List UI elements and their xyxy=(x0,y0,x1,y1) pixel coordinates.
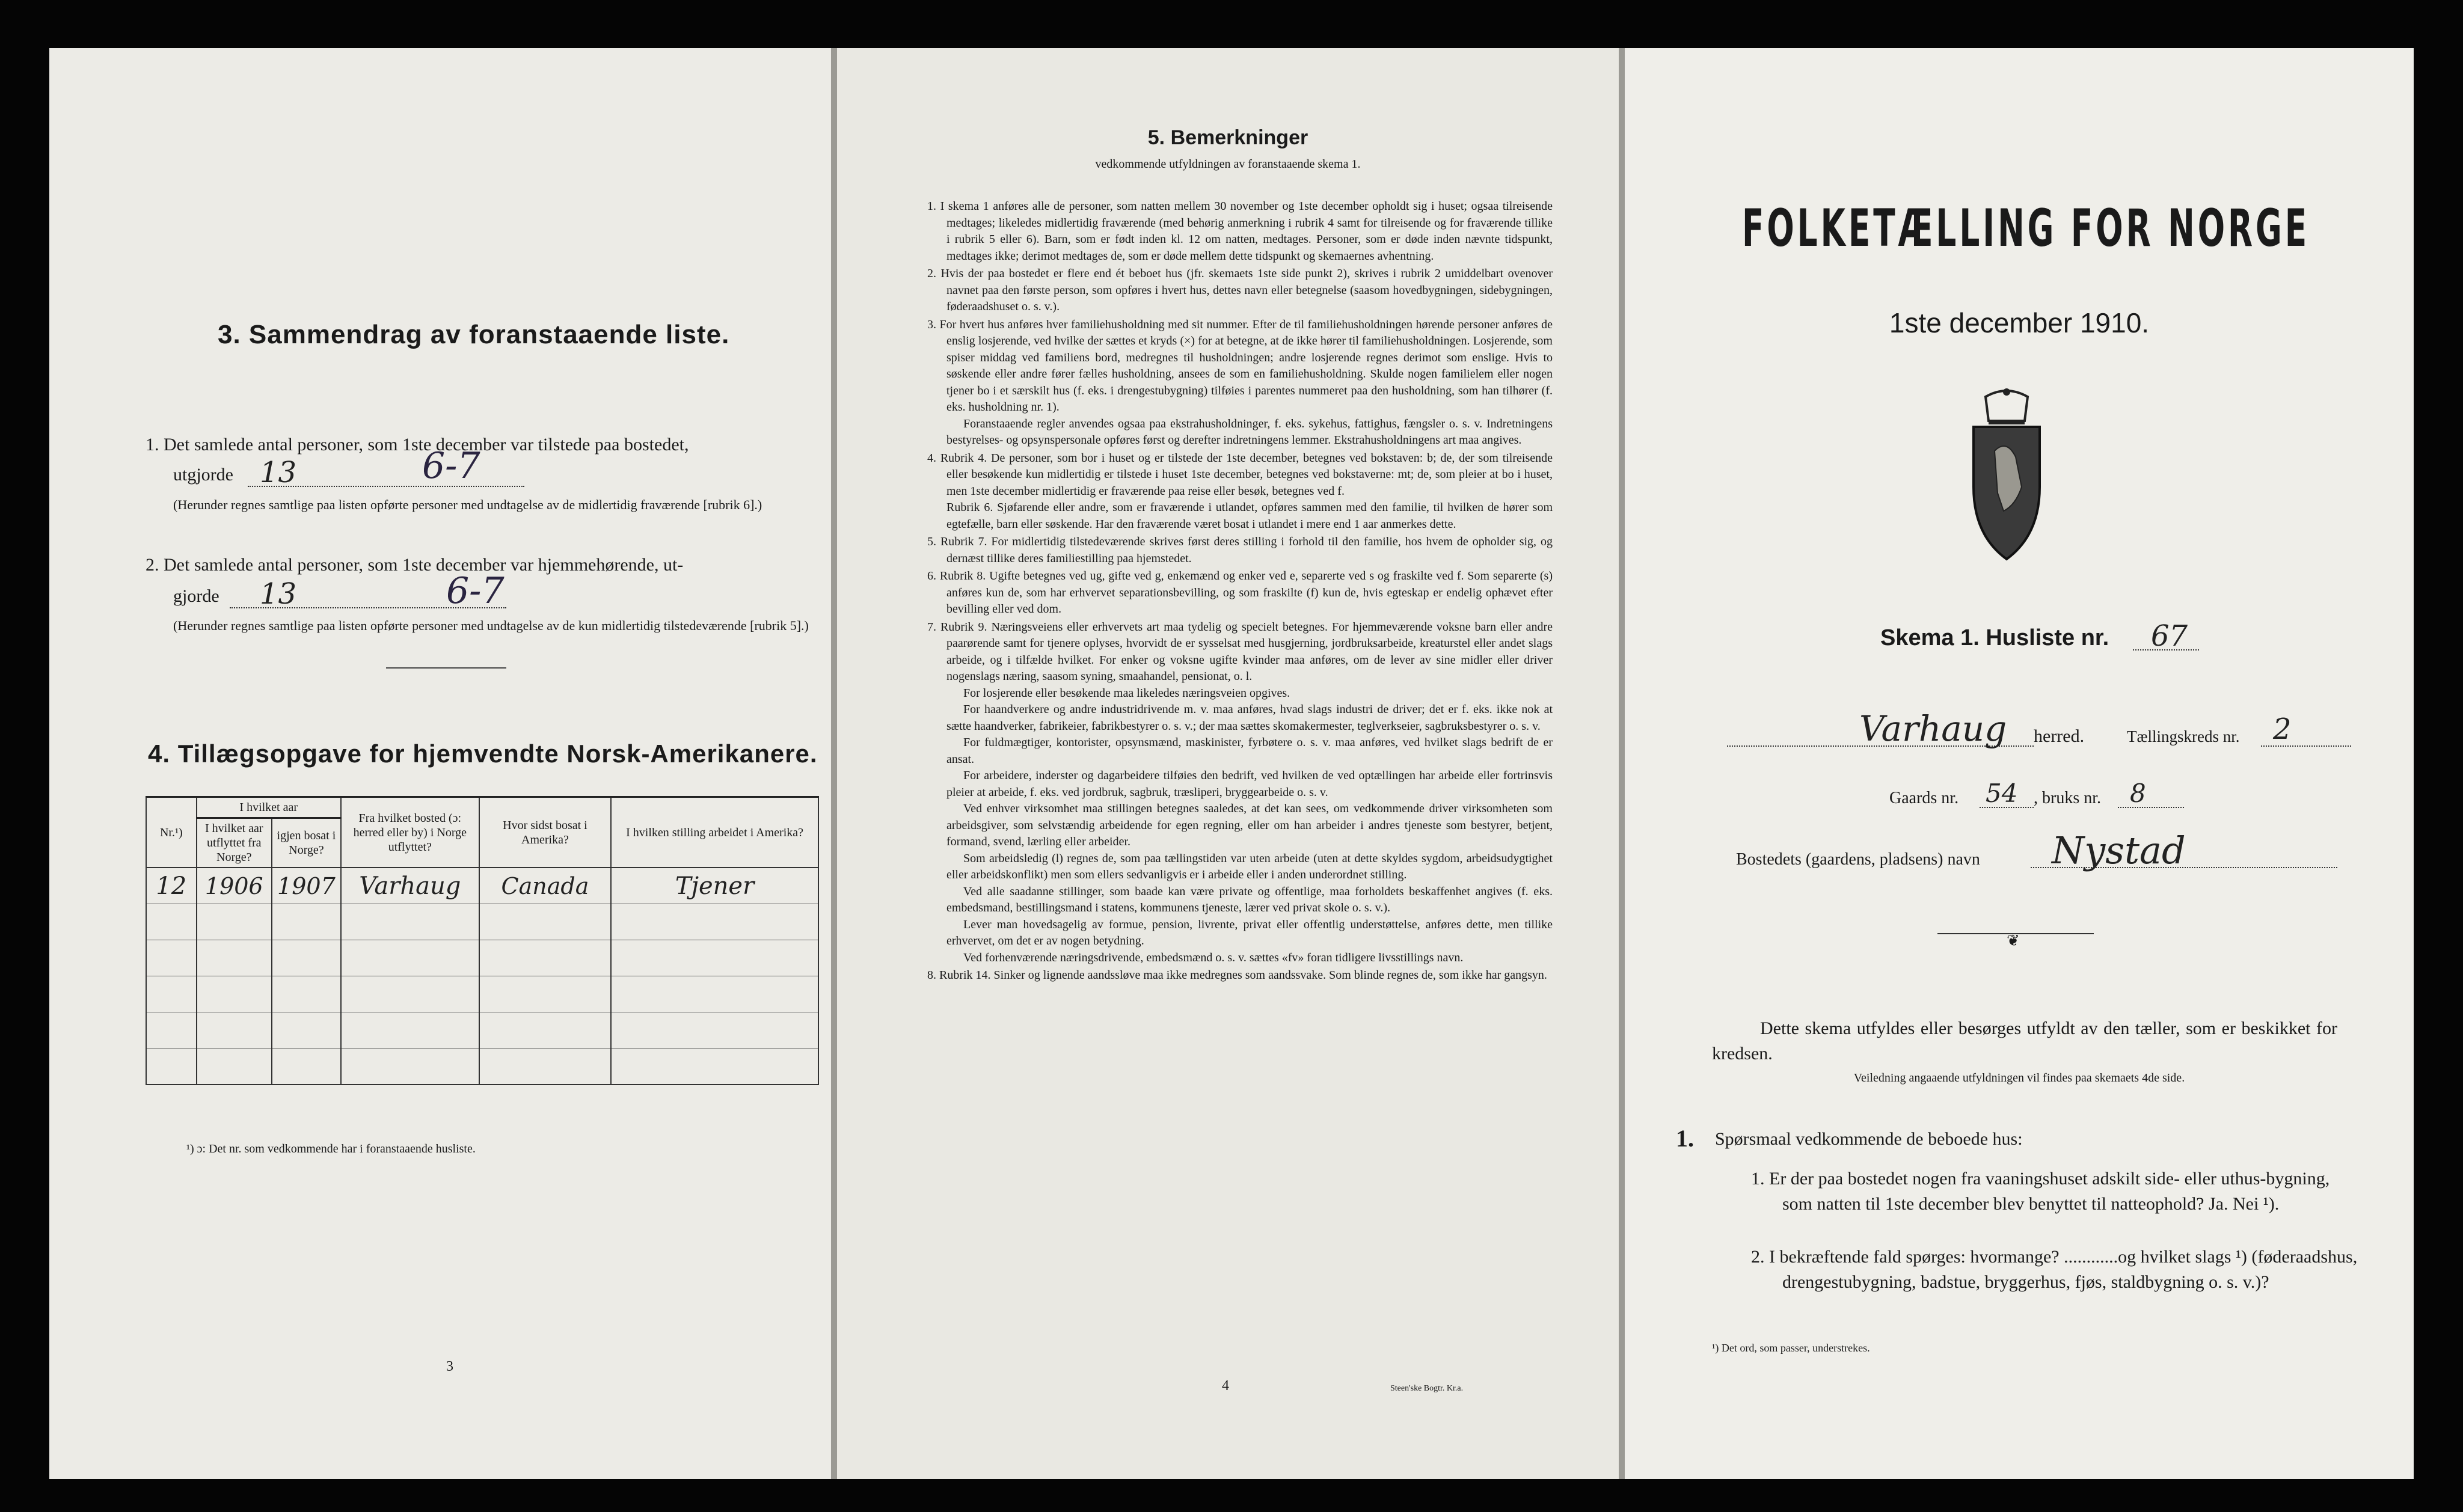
table-row xyxy=(146,1048,818,1085)
remark-7b: For losjerende eller besøkende maa likeledes næringsveien opgives. xyxy=(963,686,1290,700)
col-header-nr: Nr.¹) xyxy=(146,797,197,868)
remark-4: 4. Rubrik 4. De personer, som bor i huset og er tilstede der 1ste december, betegnes ved bokstaven: b; de, der som tilreisende eller besøkende kun midlertidig er tilstede i huset 1ste december, betegnes ved bokstaverne: mt; de, som pleier at bo i huset, men 1ste december midlertidig er fraværende paa reise eller besøk, betegnes ved f. xyxy=(927,451,1553,498)
husliste-nr: 67 xyxy=(2151,619,2188,653)
gaards-value: 54 xyxy=(1986,779,2018,808)
bruks-value: 8 xyxy=(2130,779,2146,808)
fold-divider xyxy=(1619,48,1625,1479)
remark-8: 8. Rubrik 14. Sinker og lignende aandssløve maa ikke medregnes som aandssvake. Som blinde regnes de, som ikke har gangsyn. xyxy=(927,969,1547,982)
bosted-label: Bostedets (gaardens, pladsens) navn xyxy=(1736,850,1980,869)
col-header-amerika: Hvor sidst bosat i Amerika? xyxy=(479,797,611,868)
col-group-header: I hvilket aar xyxy=(197,797,341,818)
table-row xyxy=(146,868,818,904)
question-1: 1. Er der paa bostedet nogen fra vaaningshuset adskilt side- eller uthus-bygning, som natten til 1ste december blev benyttet til natteophold? Ja. Nei ¹). xyxy=(1751,1169,2330,1214)
remarks-title: 5. Bemerkninger xyxy=(1147,126,1308,149)
cell-bosted: Varhaug xyxy=(341,868,479,904)
q1-text: 1. Det samlede antal personer, som 1ste december var tilstede paa bostedet, xyxy=(146,435,689,455)
remark-7f: Ved enhver virksomhet maa stillingen betegnes saaledes, at det kan sees, om vedkommende driver virksomheten som arbeidsgiver, som selvstændig arbeidende for egen regning, eller om han arbeider i andres tjeneste som bestyrer, betjent, formand, svend, lærling eller arbeider. xyxy=(946,802,1553,848)
skema-label: Skema 1. Husliste nr. xyxy=(1880,625,2109,650)
table-row xyxy=(146,976,818,1012)
q-heading: Spørsmaal vedkommende de beboede hus: xyxy=(1715,1129,2023,1149)
page-number-4: 4 xyxy=(1222,1378,1229,1394)
remark-7d: For fuldmægtiger, kontorister, opsynsmænd, maskinister, fyrbøtere o. s. v. maa anføres, ved hvilket slags bedrift de er ansat. xyxy=(946,736,1553,766)
cell-igjen: 1907 xyxy=(272,868,341,904)
norsk-amerikaner-table xyxy=(146,796,819,1085)
col-header-bosted: Fra hvilket bosted (ɔ: herred eller by) i Norge utflyttet? xyxy=(341,797,479,868)
page-number-3: 3 xyxy=(446,1359,453,1374)
kreds-label: Tællingskreds nr. xyxy=(2127,727,2240,745)
q1-value: 13 xyxy=(260,456,297,489)
ornament-icon: ❦ xyxy=(2007,932,2020,949)
q2-note: (Herunder regnes samtlige paa listen opførte personer med undtagelse av de kun midlertidig tilstedeværende [rubrik 5].) xyxy=(173,618,809,633)
cell-stilling: Tjener xyxy=(611,868,818,904)
kreds-value: 2 xyxy=(2273,712,2292,746)
cell-nr: 12 xyxy=(146,868,197,904)
q1-label: utgjorde xyxy=(173,465,233,485)
remark-3: 3. For hvert hus anføres hver familiehusholdning med sit nummer. Efter de til familiehusholdningen hørende personer anføres de enslig losjerende, ved hvilke der sættes et kryds (×) for at betegne, at de ikke hører til familiehusholdningen. Losjerende, som spiser middag ved familiens bord, medregnes til husholdningen; andre losjerende regnes derimot som enslige. Hvis to søskende eller andre fører fælles husholdning, ansees de som en familiehusholdning. Skulde nogen familielem eller nogen tjener bo i et særskilt hus (f. eks. i drengestubygning) tilføies i parentes nummeret paa den husholdning, som han tilhører (f. eks. husholdning nr. 1). xyxy=(927,317,1553,414)
page-1-cover xyxy=(1625,48,2414,1479)
cover-footnote: ¹) Det ord, som passer, understrekes. xyxy=(1712,1342,1870,1354)
q2-handwritten: 6-7 xyxy=(446,570,505,612)
herred-value: Varhaug xyxy=(1859,708,2007,749)
remark-7: 7. Rubrik 9. Næringsveiens eller erhvervets art maa tydelig og specielt betegnes. For hjemmeværende voksne barn eller andre paarørende samt for tjenere oplyses, hvorvidt de er sysselsat med husgjerning, jordbruksarbeide, kreaturstel eller andet slags arbeide, og i tilfælde hvilket. For enker og voksne ugifte kvinder maa anføres, om de lever av sine midler eller driver nogenslags næring, saasom syning, smaahandel, pensionat, o. l. xyxy=(927,620,1553,683)
q-heading-number: 1. xyxy=(1676,1125,1694,1152)
table-row xyxy=(146,904,818,940)
remark-7e: For arbeidere, inderster og dagarbeidere tilføies den bedrift, ved hvilken de ved optællingen har arbeide eller fortrinsvis pleier at arbeide, f. eks. ved jordbruk, sagbruk, træsliperi, bryggearbeide o. s. v. xyxy=(946,769,1553,799)
remark-7g: Som arbeidsledig (l) regnes de, som paa tællingstiden var uten arbeide (uten at dette skyldes sygdom, arbeidsudygtighet eller arbeidskonflikt) men som ellers sedvanligvis er i arbeide eller i anden underordnet stilling. xyxy=(946,851,1553,881)
remarks-subtitle: vedkommende utfyldningen av foranstaaende skema 1. xyxy=(1095,158,1361,171)
census-date: 1ste december 1910. xyxy=(1889,307,2150,338)
q2-text: 2. Det samlede antal personer, som 1ste december var hjemmehørende, ut- xyxy=(146,555,684,575)
section-3-title: 3. Sammendrag av foranstaaende liste. xyxy=(218,320,730,349)
intro-text: Dette skema utfyldes eller besørges utfyldt av den tæller, som er beskikket for kredsen. xyxy=(1712,1018,2337,1064)
q1-note: (Herunder regnes samtlige paa listen opførte personer med undtagelse av de midlertidig fraværende [rubrik 6].) xyxy=(173,497,762,512)
remarks-body xyxy=(927,198,1553,984)
divider xyxy=(386,667,506,669)
col-header-utflyttet: I hvilket aar utflyttet fra Norge? xyxy=(197,818,272,868)
remark-7i: Lever man hovedsagelig av formue, pension, livrente, privat eller offentlig understøttelse, anføres dette, men tillike erhvervet, om det er av nogen betydning. xyxy=(946,917,1553,947)
q2-label: gjorde xyxy=(173,586,219,606)
herred-label: herred. xyxy=(2034,726,2085,746)
remark-7c: For haandverkere og andre industridrivende m. v. maa anføres, hvad slags industri de driver; det er f. eks. ikke nok at sætte haandverker, fabrikeier, fabrikbestyrer o. s. v.; der maa sættes skomakermester, teglverkseier, sagbruksbestyrer o. s. v. xyxy=(946,703,1553,733)
remark-3b: Foranstaaende regler anvendes ogsaa paa ekstrahusholdninger, f. eks. sykehus, fattighus, fængsler o. s. v. Indretningens bestyrelses- og opsynspersonale opføres først og derefter indretningens lemmer. Ekstrahusholdningens art maa angives. xyxy=(946,417,1553,447)
section-4-title: 4. Tillægsopgave for hjemvendte Norsk-Amerikanere. xyxy=(148,739,818,768)
fold-divider xyxy=(831,48,837,1479)
table-footnote: ¹) ɔ: Det nr. som vedkommende har i foranstaaende husliste. xyxy=(186,1142,476,1155)
question-2: 2. I bekræftende fald spørges: hvormange? ............og hvilket slags ¹) (føderaadshus, drengestubygning, badstue, bryggerhus, fjøs, staldbygning o. s. v.)? xyxy=(1751,1247,2358,1292)
cell-utflyttet: 1906 xyxy=(197,868,272,904)
remark-6: 6. Rubrik 8. Ugifte betegnes ved ug, gifte ved g, enkemænd og enker ved e, separerte ved s og fraskilte ved f. Som separerte (s) anføres kun de, som har erhvervet separationsbevilling, og som fraskilte (f) kun de, hvis egteskap er endelig ophævet efter bevilling eller ved dom. xyxy=(927,569,1553,616)
remark-2: 2. Hvis der paa bostedet er flere end ét beboet hus (jfr. skemaets 1ste side punkt 2), skrives i rubrik 2 umiddelbart ovenover navnet paa den første person, som opføres i hvert hus, dettes navn eller betegnelse (saasom hovedbygningen, sidebygningen, føderaadshuset o. s. v.). xyxy=(927,267,1553,313)
remark-1: 1. I skema 1 anføres alle de personer, som natten mellem 30 november og 1ste december opholdt sig i huset; ogsaa tilreisende medtages; likeledes midlertidig fraværende (med behørig anmerkning i rubrik 4 samt for tilreisende og for fraværende tillike i rubrik 5 eller 6). Barn, som er født inden kl. 12 om natten, medtages. Personer, som er døde inden nævnte tidspunkt, medtages ikke; derimot medtages de, som er døde mellem dette tidspunkt og skemaernes avhentning. xyxy=(927,200,1553,263)
col-header-stilling: I hvilken stilling arbeidet i Amerika? xyxy=(611,797,818,868)
printer-mark: Steen'ske Bogtr. Kr.a. xyxy=(1390,1384,1464,1393)
census-title: FOLKETÆLLING FOR NORGE xyxy=(1742,198,2310,259)
remark-7h: Ved alle saadanne stillinger, som baade kan være private og offentlige, maa forholdets beskaffenhet angives (f. eks. embedsmand, bestillingsmand i statens, kommunens tjeneste, lærer ved privat skole o. s. v.). xyxy=(946,884,1553,914)
page-4 xyxy=(837,48,1619,1479)
col-header-igjen: igjen bosat i Norge? xyxy=(272,818,341,868)
bruks-dotline xyxy=(2118,807,2184,808)
remark-7j: Ved forhenværende næringsdrivende, embedsmænd o. s. v. sættes «fv» foran tidligere livsstillings navn. xyxy=(963,950,1464,964)
bosted-value: Nystad xyxy=(2052,828,2186,872)
norwegian-coat-of-arms-icon xyxy=(1962,385,2052,565)
intro-note: Veiledning angaaende utfyldningen vil findes paa skemaets 4de side. xyxy=(1853,1071,2185,1085)
gaards-label: Gaards nr. xyxy=(1889,789,1959,807)
page-3 xyxy=(49,48,831,1479)
cell-amerika: Canada xyxy=(479,868,611,904)
remark-5: 5. Rubrik 7. For midlertidig tilstedeværende skrives først deres stilling i forhold til den familie, hos hvem de opholder sig, og dernæst tillike deres familiestilling paa hjemstedet. xyxy=(927,535,1553,565)
table-row xyxy=(146,940,818,976)
table-row xyxy=(146,1012,818,1048)
q1-handwritten: 6-7 xyxy=(422,445,480,487)
remark-4b: Rubrik 6. Sjøfarende eller andre, som er fraværende i utlandet, opføres sammen med den familie, til hvilken de hører som egtefælle, barn eller søskende. Har den fraværende været bosat i utlandet i mere end 1 aar anmerkes dette. xyxy=(946,501,1553,531)
bruks-label: , bruks nr. xyxy=(2034,789,2101,807)
q2-value: 13 xyxy=(260,577,297,611)
